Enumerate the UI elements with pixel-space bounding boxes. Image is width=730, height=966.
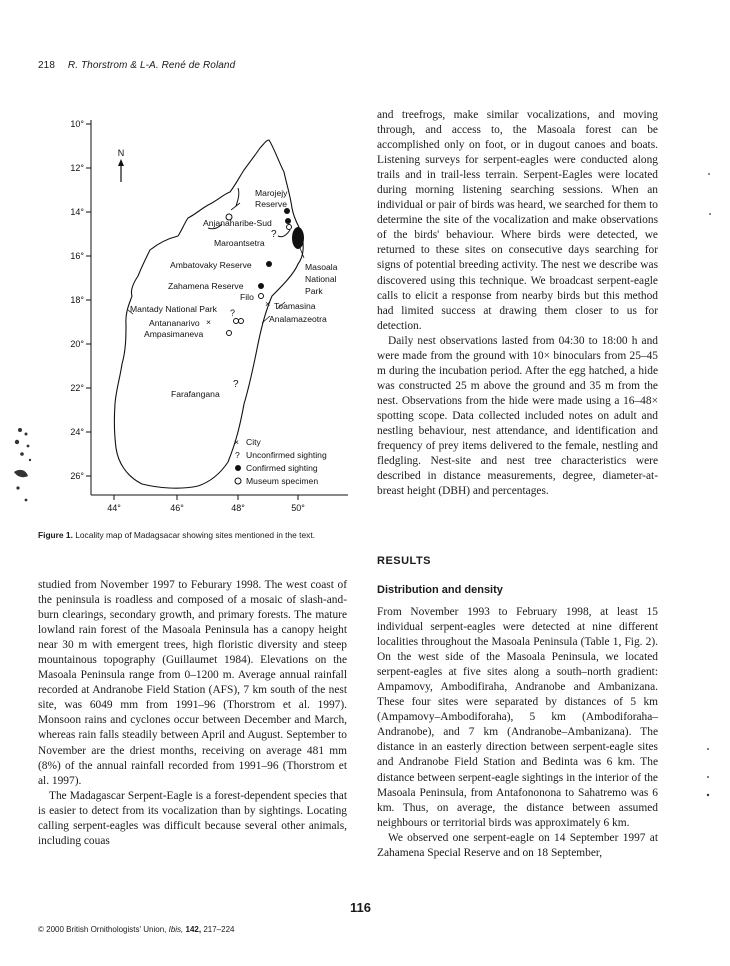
- museum-specimen-marker: [259, 294, 264, 299]
- legend-unconfirmed: Unconfirmed sighting: [246, 450, 327, 460]
- north-label: N: [117, 148, 125, 158]
- lat-label: 18°: [70, 295, 84, 305]
- page-number: 218: [38, 60, 55, 71]
- museum-specimen-marker: [227, 331, 232, 336]
- scan-artifact: [704, 745, 714, 805]
- figure-label: Figure 1.: [38, 530, 73, 540]
- legend-museum-icon: [235, 478, 241, 484]
- lon-ticks: [114, 495, 298, 500]
- copyright: © 2000 British Ornithologists' Union,: [38, 925, 167, 934]
- journal-name: Ibis,: [168, 925, 184, 934]
- museum-specimen-marker: [287, 225, 292, 230]
- north-arrow-icon: [118, 159, 124, 182]
- museum-specimen-marker: [239, 319, 244, 324]
- museum-specimen-marker: [234, 319, 239, 324]
- place-label: Zahamena Reserve: [168, 281, 244, 291]
- legend-city-icon: ×: [234, 437, 240, 447]
- place-label: Mantady National Park: [130, 304, 217, 314]
- unconfirmed-sighting-marker: ?: [271, 229, 277, 240]
- right-column: [377, 108, 658, 499]
- confirmed-sighting-marker: [266, 261, 272, 267]
- place-label: Masoala: [305, 262, 338, 272]
- running-head-authors: R. Thorstrom & L-A. René de Roland: [67, 60, 236, 71]
- lat-label: 10°: [70, 119, 84, 129]
- paragraph: and treefrogs, make similar vocalizations, and moving through, and access to, the Masoala forest can be accomplished only on foot, or in dugout canoes and boats. Listening surveys for serpent-eagles were conducted along trails and in trail-less terrain. Serpent-Eagles were located during morning listening searching sessions. When an individual or pair of birds was heard, we searched for them to determine the site of the vocalization and make observations of the birds' behaviour. Where birds were detected, we returned to these sites on consecutive days searching for signs of potential breeding activity. The nest we describe was discovered using this technique. We broadcast serpent-eagle calls to elicit a response from nearby birds but this method had limited success at drawing them closer to us for detection.: [377, 109, 658, 332]
- confirmed-sighting-marker: [285, 218, 291, 224]
- lat-label: 14°: [70, 207, 84, 217]
- scan-artifact: [705, 170, 715, 230]
- lon-label: 44°: [107, 503, 121, 513]
- figure-caption-text: Locality map of Madagsacar showing sites mentioned in the text.: [75, 530, 315, 540]
- lon-label: 50°: [291, 503, 305, 513]
- paragraph: We observed one serpent-eagle on 14 September 1997 at Zahamena Special Reserve and on 18 September,: [377, 831, 658, 859]
- lat-label: 20°: [70, 339, 84, 349]
- running-head: [38, 60, 235, 71]
- lat-label: 26°: [70, 471, 84, 481]
- legend-unconfirmed-icon: ?: [235, 450, 240, 460]
- left-column: [38, 578, 347, 849]
- lon-label: 46°: [170, 503, 184, 513]
- place-label: Marojejy: [255, 188, 288, 198]
- place-label: Anjanaharibe-Sud: [203, 218, 272, 228]
- paragraph: studied from November 1997 to Feburary 1998. The west coast of the peninsula is roadless and composed of a mosaic of slash-and-burn clearings, secondary growth, and primary forests. The mature lowland rain forest of the Masoala Peninsula has a canopy height near 30 m with emergent trees, high floristic diversity and steep mountainous topography (Guillaumet 1984). Elevations on the Masoala Peninsula range from 0–1200 m. Average annual rainfall recorded at Andranobe Field Station (AFS), 7 km south of the nest site, was 6049 mm from 1991–96 (Thorstrom et al. 1997). Monsoon rains and cyclones occur between December and March, whereas rain falls steadily between April and August. September to November are the driest months, receiving on average 481 mm (8%) of the annual rainfall recorded from 1991–96 (Thorstrom et al. 1997).: [38, 579, 347, 787]
- paragraph: From November 1993 to February 1998, at least 15 individual serpent-eagles were detected at nine different localities throughout the Masoala Peninsula (Table 1, Fig. 2). On the west side of the Masoala Peninsula, we located serpent-eagles at five sites along a south–north gradient: Ampamovy, Ambodifiraha, Andranobe and Ambanizana. These four sites were separated by distances of 5 km (Ampamovy–Ambodiforaha), 5 km (Ambodiforaha–Andranobe), and 7 km (Andranobe–Ambanizana). The distance in an easterly direction between serpent-eagle sites and Andranobe Field Station and Bedinta was 6 km. The distance between serpent-eagle sightings in the interior of the Masoala Peninsula, from Antafononona to Sahatremo was 6 km. Thus, on average, the distance between assumed neighbours or territorial birds was approximately 6 km.: [377, 606, 658, 829]
- figure-caption: [38, 530, 368, 541]
- map-legend: [234, 437, 327, 486]
- lon-label: 48°: [231, 503, 245, 513]
- place-label: Reserve: [255, 199, 287, 209]
- legend-confirmed: Confirmed sighting: [246, 463, 318, 473]
- right-column-results: [377, 605, 658, 861]
- masoala-park-marker: [292, 227, 304, 249]
- confirmed-sighting-marker: [258, 283, 264, 289]
- lat-label: 12°: [70, 163, 84, 173]
- legend-city: City: [246, 437, 261, 447]
- place-label: Maroantsetra: [214, 238, 265, 248]
- footer: [38, 925, 234, 934]
- city-marker: ×: [265, 299, 271, 309]
- scan-artifact: [8, 420, 40, 510]
- place-label: National: [305, 274, 337, 284]
- place-label: Park: [305, 286, 323, 296]
- lat-ticks: [86, 124, 91, 476]
- legend-museum: Museum specimen: [246, 476, 319, 486]
- place-label: Ampasimaneva: [144, 329, 204, 339]
- place-label: Analamazeotra: [269, 314, 327, 324]
- place-label: Farafangana: [171, 389, 220, 399]
- lat-label: 16°: [70, 251, 84, 261]
- unconfirmed-sighting-marker: ?: [233, 379, 239, 390]
- locality-map-figure: [60, 112, 360, 522]
- journal-pages: 217–224: [203, 925, 235, 934]
- place-label: Filo: [240, 292, 254, 302]
- unconfirmed-sighting-marker: ?: [230, 308, 236, 318]
- distribution-subheading: Distribution and density: [377, 584, 503, 596]
- place-label: Ambatovaky Reserve: [170, 260, 252, 270]
- place-label: Antananarivo: [149, 318, 200, 328]
- results-heading: RESULTS: [377, 555, 432, 567]
- folio-number: 116: [350, 900, 371, 915]
- place-label: Toamasina: [274, 301, 316, 311]
- city-marker: ×: [206, 317, 212, 327]
- legend-confirmed-icon: [235, 465, 241, 471]
- journal-volume: 142,: [185, 925, 202, 934]
- paragraph: The Madagascar Serpent-Eagle is a forest-dependent species that is easier to detect from its vocalization than by sightings. Locating calling serpent-eagles was difficult because several other animals, including couas: [38, 789, 347, 847]
- lat-label: 22°: [70, 383, 84, 393]
- paragraph: Daily nest observations lasted from 04:30 to 18:00 h and were made from the ground with 10× binoculars from 25–45 m during the incubation period. After the egg hatched, a hide was constructed 25 m above the ground and 35 m from the nest. Observations from the hide were made using a 16–48× spotting scope. Data collected included notes on adult and nestling behaviour, nest attendance, and identification and frequency of prey items delivered to the female, nestling and fledgling. Nest-site and nest tree characteristics were described in distance measurements, degree, diameter-at-breast height (DBH) and percentages.: [377, 334, 658, 498]
- lat-label: 24°: [70, 427, 84, 437]
